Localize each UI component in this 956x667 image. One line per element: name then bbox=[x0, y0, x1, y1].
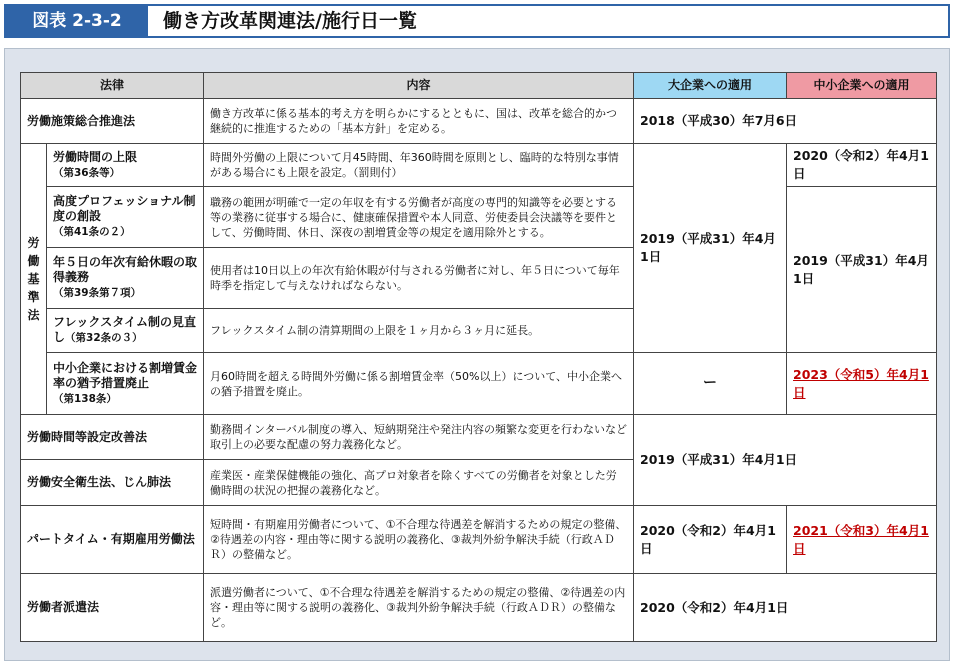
figure-title: 働き方改革関連法/施行日一覧 bbox=[163, 10, 417, 32]
law-title: 高度プロフェッショナル制度の創設 bbox=[53, 194, 196, 223]
law-name bbox=[47, 309, 204, 353]
law-name: 労働者派遣法 bbox=[21, 574, 204, 642]
enforcement-date: 2020（令和2）年4月1日 bbox=[634, 574, 937, 642]
law-title: 年５日の年次有給休暇の取得義務 bbox=[53, 255, 198, 284]
header-law: 法律 bbox=[21, 73, 204, 99]
enforcement-date-large: 2020（令和2）年4月1日 bbox=[634, 506, 787, 574]
law-name: 労働安全衛生法、じん肺法 bbox=[21, 460, 204, 506]
law-content: 職務の範囲が明確で一定の年収を有する労働者が高度の専門的知識等を必要とする等の業務に従事する場合に、健康確保措置や本人同意、労使委員会決議等を要件として、労働時間、休日、深夜の割増賃金等の規定を適用除外とする。 bbox=[204, 187, 634, 248]
law-name: 労働時間等設定改善法 bbox=[21, 415, 204, 460]
table-row bbox=[21, 506, 937, 574]
enforcement-date: 2018（平成30）年7月6日 bbox=[634, 99, 937, 144]
enforcement-date-large: 2019（平成31）年4月1日 bbox=[634, 144, 787, 353]
law-name: 労働施策総合推進法 bbox=[21, 99, 204, 144]
law-content: 時間外労働の上限について月45時間、年360時間を原則とし、臨時的な特別な事情がある場合にも上限を設定。（罰則付） bbox=[204, 144, 634, 187]
law-content: 月60時間を超える時間外労働に係る割増賃金率（50%以上）について、中小企業への猶予措置を廃止。 bbox=[204, 353, 634, 415]
law-name: パートタイム・有期雇用労働法 bbox=[21, 506, 204, 574]
law-content: 派遣労働者について、①不合理な待遇差を解消するための規定の整備、②待遇差の内容・理由等に関する説明の義務化、③裁判外紛争解決手続（行政ＡＤＲ）の整備など。 bbox=[204, 574, 634, 642]
header-small-company: 中小企業への適用 bbox=[787, 73, 937, 99]
table-row bbox=[21, 144, 937, 187]
header-large-company: 大企業への適用 bbox=[634, 73, 787, 99]
header-content: 内容 bbox=[204, 73, 634, 99]
not-applicable-dash: ー bbox=[634, 353, 787, 415]
enforcement-date-small: 2019（平成31）年4月1日 bbox=[787, 187, 937, 353]
enforcement-date-table bbox=[20, 72, 937, 642]
law-name bbox=[47, 144, 204, 187]
enforcement-date-small: 2020（令和2）年4月1日 bbox=[787, 144, 937, 187]
article-reference: （第39条第７項） bbox=[53, 287, 142, 299]
article-reference: （第41条の２） bbox=[53, 226, 131, 238]
figure-number: 図表 2-3-2 bbox=[6, 6, 148, 36]
table-row bbox=[21, 415, 937, 460]
group-label-char: 基 bbox=[27, 272, 40, 286]
table-header-row bbox=[21, 73, 937, 99]
law-title: フレックスタイム制の見直し bbox=[53, 315, 197, 344]
group-label-char: 労 bbox=[27, 236, 40, 250]
law-content: 勤務間インターバル制度の導入、短納期発注や発注内容の頻繁な変更を行わないなど取引上の必要な配慮の努力義務化など。 bbox=[204, 415, 634, 460]
law-name bbox=[47, 248, 204, 309]
law-name bbox=[47, 187, 204, 248]
table-row bbox=[21, 187, 937, 248]
law-name bbox=[47, 353, 204, 415]
group-label-char: 法 bbox=[27, 308, 40, 322]
article-reference: （第32条の３） bbox=[65, 332, 143, 344]
law-title: 労働時間の上限 bbox=[53, 149, 138, 164]
enforcement-date-small: 2021（令和3）年4月1日 bbox=[787, 506, 937, 574]
enforcement-date-small: 2023（令和5）年4月1日 bbox=[787, 353, 937, 415]
table-row bbox=[21, 574, 937, 642]
law-content: 使用者は10日以上の年次有給休暇が付与される労働者に対し、年５日について毎年時季を指定して与えなければならない。 bbox=[204, 248, 634, 309]
law-title: 中小企業における割増賃金率の猶予措置廃止 bbox=[53, 360, 198, 390]
group-label-char: 準 bbox=[27, 290, 40, 304]
group-label-char: 働 bbox=[27, 254, 40, 268]
labor-standards-act-label bbox=[21, 144, 47, 415]
table-row bbox=[21, 99, 937, 144]
article-reference: （第138条） bbox=[53, 392, 117, 405]
law-content: 働き方改革に係る基本的考え方を明らかにするとともに、国は、改革を総合的かつ継続的に推進するための「基本方針」を定める。 bbox=[204, 99, 634, 144]
figure-header bbox=[4, 4, 950, 38]
article-reference: （第36条等） bbox=[53, 166, 121, 179]
law-content: フレックスタイム制の清算期間の上限を１ヶ月から３ヶ月に延長。 bbox=[204, 309, 634, 353]
law-content: 短時間・有期雇用労働者について、①不合理な待遇差を解消するための規定の整備、②待遇差の内容・理由等に関する説明の義務化、③裁判外紛争解決手続（行政ＡＤＲ）の整備など。 bbox=[204, 506, 634, 574]
table-row bbox=[21, 353, 937, 415]
enforcement-date: 2019（平成31）年4月1日 bbox=[634, 415, 937, 506]
law-content: 産業医・産業保健機能の強化、高プロ対象者を除くすべての労働者を対象とした労働時間の状況の把握の義務化など。 bbox=[204, 460, 634, 506]
